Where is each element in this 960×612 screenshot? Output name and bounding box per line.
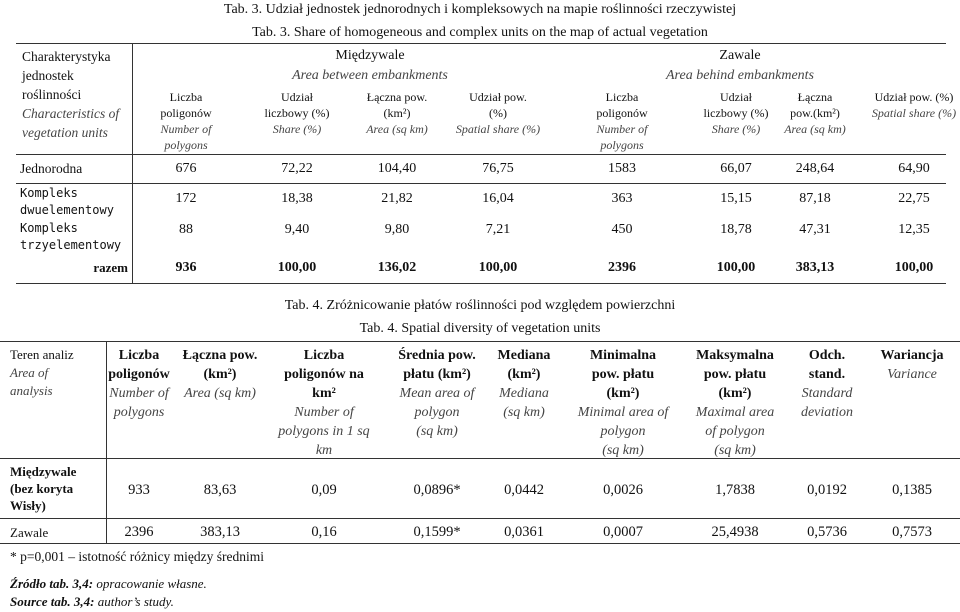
- table3-cell: 9,40: [284, 222, 310, 237]
- col-header-en-line: analysis: [10, 383, 53, 398]
- table4-col-header: [787, 346, 867, 422]
- col-header-en-line: of polygon: [705, 424, 765, 439]
- col-header-en: [567, 121, 677, 153]
- table4-cell: 0,0026: [603, 482, 643, 498]
- col-header-pl: [349, 89, 445, 121]
- table3-row-label: [20, 185, 132, 219]
- col-header-en-line: deviation: [800, 405, 854, 420]
- table4-title-en: Tab. 4. Spatial diversity of vegetation units: [359, 321, 601, 336]
- table3-row-header: [22, 47, 132, 142]
- table4-cell: 0,7573: [892, 524, 932, 540]
- table3-row-label: [20, 160, 132, 177]
- table4-cell: 0,0007: [603, 524, 643, 540]
- col-header-pl: [10, 346, 105, 364]
- group1-pl: Międzywale: [335, 48, 405, 63]
- table3-cell: 363: [611, 191, 633, 206]
- table3-cell: 16,04: [482, 191, 514, 206]
- col-header-en-line: Mean area of: [399, 386, 475, 401]
- table3-cell: 136,02: [377, 260, 417, 275]
- col-header-en-line: Area (sq km): [366, 122, 428, 136]
- col-header-en-line: Number of: [160, 122, 212, 136]
- table3-cell: 450: [611, 222, 633, 237]
- col-header-en: [175, 384, 265, 403]
- col-header-pl-line: Udział pow.: [469, 90, 527, 104]
- footnote: * p=0,001 – istotność różnicy między średnimi: [10, 549, 264, 564]
- col-header-en: [867, 365, 957, 384]
- col-header-pl: [567, 89, 677, 121]
- table3-cell: 100,00: [478, 260, 518, 275]
- source-pl: [10, 576, 207, 592]
- col-header-pl: [387, 346, 487, 384]
- table4-top-rule: [0, 341, 960, 342]
- table3-col-header: [131, 89, 241, 153]
- col-header-pl-line: liczbowy (%): [264, 106, 330, 120]
- col-header-pl-line: Teren analiz: [10, 347, 74, 362]
- group-between-embankments: [160, 47, 580, 84]
- table3-cell: 18,78: [720, 222, 752, 237]
- col-header-pl: [247, 89, 347, 121]
- col-header-pl-line: (km²): [203, 367, 237, 382]
- table3-top-rule: [16, 43, 946, 44]
- table3-col-header: [349, 89, 445, 137]
- col-header-en-line: Spatial share (%): [455, 122, 541, 136]
- row-label-line: Kompleks: [20, 221, 78, 235]
- table4-col-header: [94, 346, 184, 422]
- col-header-en: [686, 121, 786, 137]
- table3-cell: 1583: [608, 161, 636, 176]
- col-header-pl-line: Udział: [720, 90, 752, 104]
- col-header-pl-line: Wariancja: [880, 348, 944, 363]
- table3-cell: 172: [175, 191, 197, 206]
- table3-cell: 100,00: [277, 260, 317, 275]
- table4-col-header: [269, 346, 379, 460]
- col-header-en-line: Standard: [801, 386, 853, 401]
- table3-cell: 12,35: [898, 222, 930, 237]
- table4-cell: 0,0896*: [413, 482, 461, 498]
- col-header-en: [866, 105, 960, 121]
- col-header-pl-line: Udział pow. (%): [874, 90, 954, 104]
- col-header-pl: [775, 89, 855, 121]
- table4-cell: 0,5736: [807, 524, 847, 540]
- table3-cell: 248,64: [795, 161, 835, 176]
- group2-en: Area behind embankments: [666, 68, 814, 83]
- col-header-pl-line: (%): [489, 106, 507, 120]
- table4-cell: 0,0442: [504, 482, 544, 498]
- col-header-en-line: polygon: [600, 424, 646, 439]
- col-header-pl: [867, 346, 957, 365]
- table3-cell: 7,21: [485, 222, 511, 237]
- col-header-en-line: Number of: [294, 405, 354, 420]
- col-header-pl: [686, 89, 786, 121]
- row-label-line: dwuelementowy: [20, 203, 114, 217]
- col-header-en-line: polygon: [414, 405, 460, 420]
- col-header-pl-line: liczbowy (%): [703, 106, 769, 120]
- col-header-en: [349, 121, 445, 137]
- col-header-en-line: Number of: [596, 122, 648, 136]
- col-header-pl-line: płatu (km²): [403, 367, 471, 382]
- table4-cell: 0,1599*: [413, 524, 461, 540]
- col-header-pl-line: poligonów na: [284, 367, 364, 382]
- col-header-en: [94, 384, 184, 422]
- table3-col-header: [567, 89, 677, 153]
- source-en-text: author’s study.: [94, 594, 174, 609]
- col-header-pl: [484, 346, 564, 384]
- row-label-line: razem: [93, 260, 128, 275]
- col-header-pl-line: Łączna pow.: [366, 90, 428, 104]
- col-header-pl-line: Maksymalna: [696, 348, 774, 363]
- col-header-pl-line: Odch.: [808, 348, 846, 363]
- col-header-pl-line: (km²): [383, 106, 411, 120]
- table4-col-header: [175, 346, 265, 403]
- table3-col-header: [448, 89, 548, 137]
- table3-cell: 64,90: [898, 161, 930, 176]
- col-header-en: [247, 121, 347, 137]
- col-header-en-line: polygons: [600, 138, 644, 152]
- col-header-pl: [568, 346, 678, 403]
- row-label-line: trzyelementowy: [20, 238, 122, 252]
- table4-cell: 933: [128, 482, 150, 498]
- source-en-label: Source tab. 3,4:: [10, 594, 95, 609]
- col-header-en-line: Area of: [10, 365, 49, 380]
- col-header-en-line: Minimal area of: [577, 405, 669, 420]
- col-header-pl: [175, 346, 265, 384]
- group2-pl: Zawale: [719, 48, 761, 63]
- col-header-en-line: Area (sq km): [184, 386, 256, 401]
- table4-row-rule: [0, 518, 960, 519]
- table3-cell: 66,07: [720, 161, 752, 176]
- col-header-pl-line: Mediana: [497, 348, 551, 363]
- row-header-en-line: vegetation units: [22, 125, 108, 140]
- table3-col-header: [775, 89, 855, 137]
- col-header-en-line: Spatial share (%): [871, 106, 957, 120]
- col-header-en: [787, 384, 867, 422]
- table4-header-rule: [0, 458, 960, 459]
- table3-cell: 47,31: [799, 222, 831, 237]
- table3-cell: 87,18: [799, 191, 831, 206]
- table4-cell: 25,4938: [711, 524, 759, 540]
- table3-col-header: [866, 89, 960, 121]
- table3-cell: 104,40: [377, 161, 417, 176]
- col-header-pl-line: Łączna: [797, 90, 833, 104]
- col-header-pl-line: Średnia pow.: [398, 348, 476, 363]
- row-label-line: Jednorodna: [20, 161, 83, 176]
- table4-col-header: [867, 346, 957, 384]
- group1-en: Area between embankments: [292, 68, 448, 83]
- col-header-en-line: Share (%): [272, 122, 322, 136]
- table4-title-pl: Tab. 4. Zróżnicowanie płatów roślinności pod względem powierzchni: [284, 298, 676, 313]
- table3-col-header: [247, 89, 347, 137]
- col-header-pl-line: Łączna pow.: [182, 348, 258, 363]
- col-header-pl-line: (km²): [718, 386, 752, 401]
- table4-cell: 1,7838: [715, 482, 755, 498]
- table3-title-pl: Tab. 3. Udział jednostek jednorodnych i kompleksowych na mapie roślinności rzeczywistej: [223, 2, 737, 17]
- col-header-en-line: polygons: [113, 405, 165, 420]
- table3-header-rule: [16, 154, 946, 155]
- source-pl-label: Źródło tab. 3,4:: [10, 576, 94, 591]
- row-header-pl-line: Charakterystyka: [22, 49, 111, 64]
- table3-cell: 18,38: [281, 191, 313, 206]
- col-header-en-line: km: [315, 443, 333, 458]
- col-header-pl-line: Liczba: [605, 90, 639, 104]
- col-header-pl: [448, 89, 548, 121]
- table4-cell: 0,09: [311, 482, 337, 498]
- row-header-pl-line: roślinności: [22, 87, 82, 102]
- col-header-en-line: Number of: [109, 386, 169, 401]
- col-header-en: [10, 364, 105, 400]
- col-header-pl: [131, 89, 241, 121]
- col-header-pl-line: pow. płatu: [703, 367, 767, 382]
- col-header-pl-line: (km²): [606, 386, 640, 401]
- table3-row-label: [20, 220, 132, 254]
- group-behind-embankments: [560, 47, 920, 84]
- row-header-en: [22, 104, 132, 142]
- col-header-pl-line: Liczba: [303, 348, 345, 363]
- row-label-line: (bez koryta: [10, 481, 74, 496]
- table3-cell: 676: [175, 161, 197, 176]
- table4-cell: 0,0361: [504, 524, 544, 540]
- col-header-en: [484, 384, 564, 422]
- table4-cell: 383,13: [200, 524, 240, 540]
- col-header-en-line: (sq km): [416, 424, 458, 439]
- col-header-en: [131, 121, 241, 153]
- col-header-en-line: (sq km): [602, 443, 644, 458]
- col-header-pl-line: stand.: [808, 367, 846, 382]
- table4-cell: 2396: [124, 524, 154, 540]
- row-label-line: Zawale: [10, 525, 49, 540]
- col-header-en: [387, 384, 487, 441]
- table4-bottom-rule: [0, 543, 960, 544]
- col-header-en: [775, 121, 855, 137]
- table3-cell: 76,75: [482, 161, 514, 176]
- table3-cell: 21,82: [381, 191, 413, 206]
- table4-cell: 83,63: [203, 482, 237, 498]
- table4-col-header: [10, 346, 105, 400]
- col-header-pl-line: poligonów: [596, 106, 648, 120]
- table3-cell: 2396: [608, 260, 636, 275]
- col-header-pl: [680, 346, 790, 403]
- table4-col-header: [680, 346, 790, 460]
- table4-cell: 0,16: [311, 524, 337, 540]
- col-header-en: [448, 121, 548, 137]
- table3-cell: 936: [175, 260, 197, 275]
- table4-col-header: [484, 346, 564, 422]
- table3-cell: 22,75: [898, 191, 930, 206]
- col-header-pl: [94, 346, 184, 384]
- table3-cell: 100,00: [894, 260, 934, 275]
- col-header-pl-line: km²: [312, 386, 336, 401]
- col-header-en: [269, 403, 379, 460]
- table3-cell: 100,00: [716, 260, 756, 275]
- table4-cell: 0,1385: [892, 482, 932, 498]
- row-label-line: Kompleks: [20, 186, 78, 200]
- col-header-pl-line: pow. płatu: [591, 367, 655, 382]
- col-header-pl-line: pow.(km²): [790, 106, 840, 120]
- table3-row-rule: [16, 183, 946, 184]
- col-header-en-line: polygons: [164, 138, 208, 152]
- table3-cell: 383,13: [795, 260, 835, 275]
- col-header-pl-line: (km²): [507, 367, 541, 382]
- table4-col-header: [568, 346, 678, 460]
- table3-cell: 9,80: [384, 222, 410, 237]
- col-header-pl: [269, 346, 379, 403]
- table3-cell: 88: [179, 222, 193, 237]
- col-header-pl-line: Liczba: [118, 348, 160, 363]
- col-header-en-line: Mediana: [499, 386, 549, 401]
- table4-cell: 0,0192: [807, 482, 847, 498]
- col-header-en-line: (sq km): [714, 443, 756, 458]
- col-header-en-line: (sq km): [503, 405, 545, 420]
- col-header-en: [680, 403, 790, 460]
- row-header-en-line: Characteristics of: [22, 106, 120, 121]
- col-header-pl-line: poligonów: [108, 367, 170, 382]
- col-header-pl: [866, 89, 960, 105]
- source-pl-text: opracowanie własne.: [93, 576, 207, 591]
- row-header-pl-line: jednostek: [22, 68, 74, 83]
- table3-col-header: [686, 89, 786, 137]
- table4-col-header: [387, 346, 487, 441]
- source-en: [10, 594, 174, 610]
- col-header-en-line: Share (%): [711, 122, 761, 136]
- table3-title-en: Tab. 3. Share of homogeneous and complex units on the map of actual vegetation: [252, 25, 708, 40]
- row-label-line: Międzywale: [10, 464, 77, 479]
- table3-bottom-rule: [16, 283, 946, 284]
- row-label-line: Wisły): [10, 498, 46, 513]
- col-header-en-line: polygons in 1 sq: [278, 424, 370, 439]
- table3-row-label: [60, 259, 128, 276]
- col-header-en-line: Area (sq km): [784, 122, 846, 136]
- col-header-pl-line: Minimalna: [589, 348, 657, 363]
- row-header-pl: [22, 47, 132, 104]
- col-header-pl: [787, 346, 867, 384]
- col-header-en-line: Variance: [887, 367, 937, 382]
- table3-cell: 15,15: [720, 191, 752, 206]
- col-header-pl-line: poligonów: [160, 106, 212, 120]
- col-header-pl-line: Udział: [281, 90, 313, 104]
- table3-cell: 72,22: [281, 161, 313, 176]
- col-header-pl-line: Liczba: [169, 90, 203, 104]
- col-header-en-line: Maximal area: [695, 405, 775, 420]
- col-header-en: [568, 403, 678, 460]
